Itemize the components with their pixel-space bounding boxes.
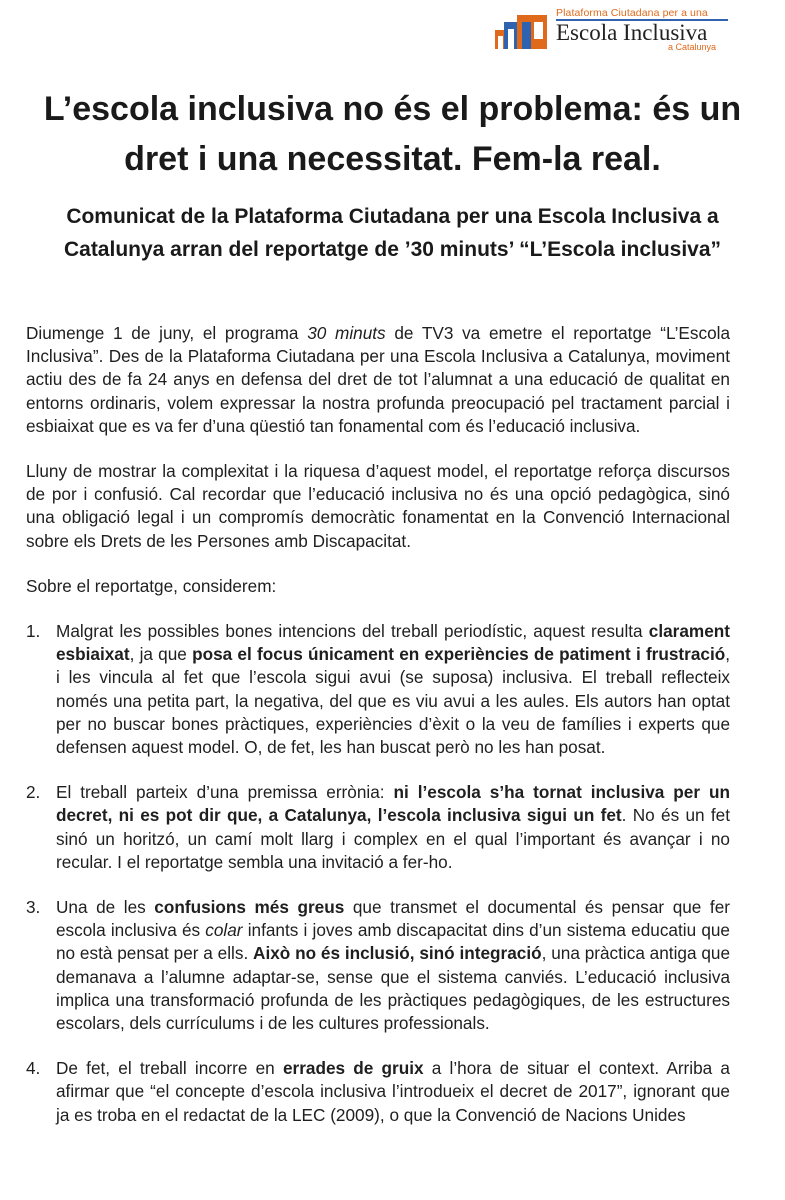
list-item: 2. El treball parteix d’una premissa errònia: ni l’escola s’ha tornat inclusiva per un decret, ni es pot dir que, a Catalunya, l’escola inclusiva sigui un fet. No és un fet sinó un horitzó, un camí molt llarg i complex en el qual l’important és avançar i no recular. I el reportatge sembla una invitació a fer-ho. (26, 782, 731, 872)
item-number: 2. (26, 782, 41, 803)
document-title: L’escola inclusiva no és el problema: és un dret i una necessitat. Fem-la real. (43, 90, 742, 178)
logo-region: a Catalunya (668, 42, 717, 52)
item-number: 4. (26, 1058, 41, 1079)
building-logo-icon (492, 15, 550, 49)
intro-paragraph-3: Sobre el reportatge, considerem: (26, 575, 277, 596)
list-item: 3. Una de les confusions més greus que transmet el documental és pensar que fer escola inclusiva és colar infants i joves amb discapacitat dins d’un sistema educatiu que no està pensat per a ells. Això no és inclusió, sinó integració, una pràctica antiga que demanava a l’alumne adaptar-se, sense que el sistema canviés. L’educació inclusiva implica una transformació profunda de les pràctiques pedagògiques, de les estructures escolars, dels currículums i de les cultures professionals. (26, 897, 730, 1034)
list-item: 1. Malgrat les possibles bones intencions del treball periodístic, aquest resulta clarament esbiaixat, ja que posa el focus únicament en experiències de patiment i frustració, i les vincula al fet que l’escola sigui avui (se suposa) inclusiva. El treball reflecteix només una petita part, la negativa, del que es viu avui a les aules. Els autors han optat per no buscar bones pràctiques, experiències d’èxit o la veu de famílies i experts que defensen aquest model. O, de fet, les han buscat però no les han posat. (26, 621, 731, 758)
list-item: 4. De fet, el treball incorre en errades de gruix a l’hora de situar el context. Arriba a afirmar que “el concepte d’escola inclusiva l’introdueix el decret de 2017”, ignorant que ja es troba en el redactat de la LEC (2009), o que la Convenció de Nacions Unides (26, 1058, 730, 1125)
platform-logo (492, 5, 732, 51)
considerations-list (26, 620, 730, 1127)
intro-paragraph-1: Diumenge 1 de juny, el programa 30 minuts de TV3 va emetre el reportatge “L’Escola Inclusiva”. Des de la Plataforma Ciutadana per una Escola Inclusiva a Catalunya, moviment actiu des de fa 24 anys en defensa del dret de tot l’alumnat a una educació de qualitat en entorns ordinaris, volem expressar la nostra profunda preocupació pel tractament parcial i esbiaixat que es va fer d’una qüestió tan fonamental com és l’educació inclusiva. (26, 323, 731, 436)
logo-tagline: Plataforma Ciutadana per a una (556, 7, 708, 19)
item-number: 1. (26, 621, 41, 642)
item-number: 3. (26, 897, 41, 918)
document-body (26, 322, 730, 1149)
document-subtitle: Comunicat de la Plataforma Ciutadana per una Escola Inclusiva a Catalunya arran del reportatge de ’30 minuts’ “L’Escola inclusiva” (63, 205, 722, 261)
intro-paragraph-2: Lluny de mostrar la complexitat i la riquesa d’aquest model, el reportatge reforça discursos de por i confusió. Cal recordar que l’educació inclusiva no és una opció pedagògica, sinó una obligació legal i un compromís democràtic fonamentat en la Convenció Internacional sobre els Drets de les Persones amb Discapacitat. (26, 461, 730, 551)
logo-name: Escola Inclusiva (556, 20, 708, 45)
